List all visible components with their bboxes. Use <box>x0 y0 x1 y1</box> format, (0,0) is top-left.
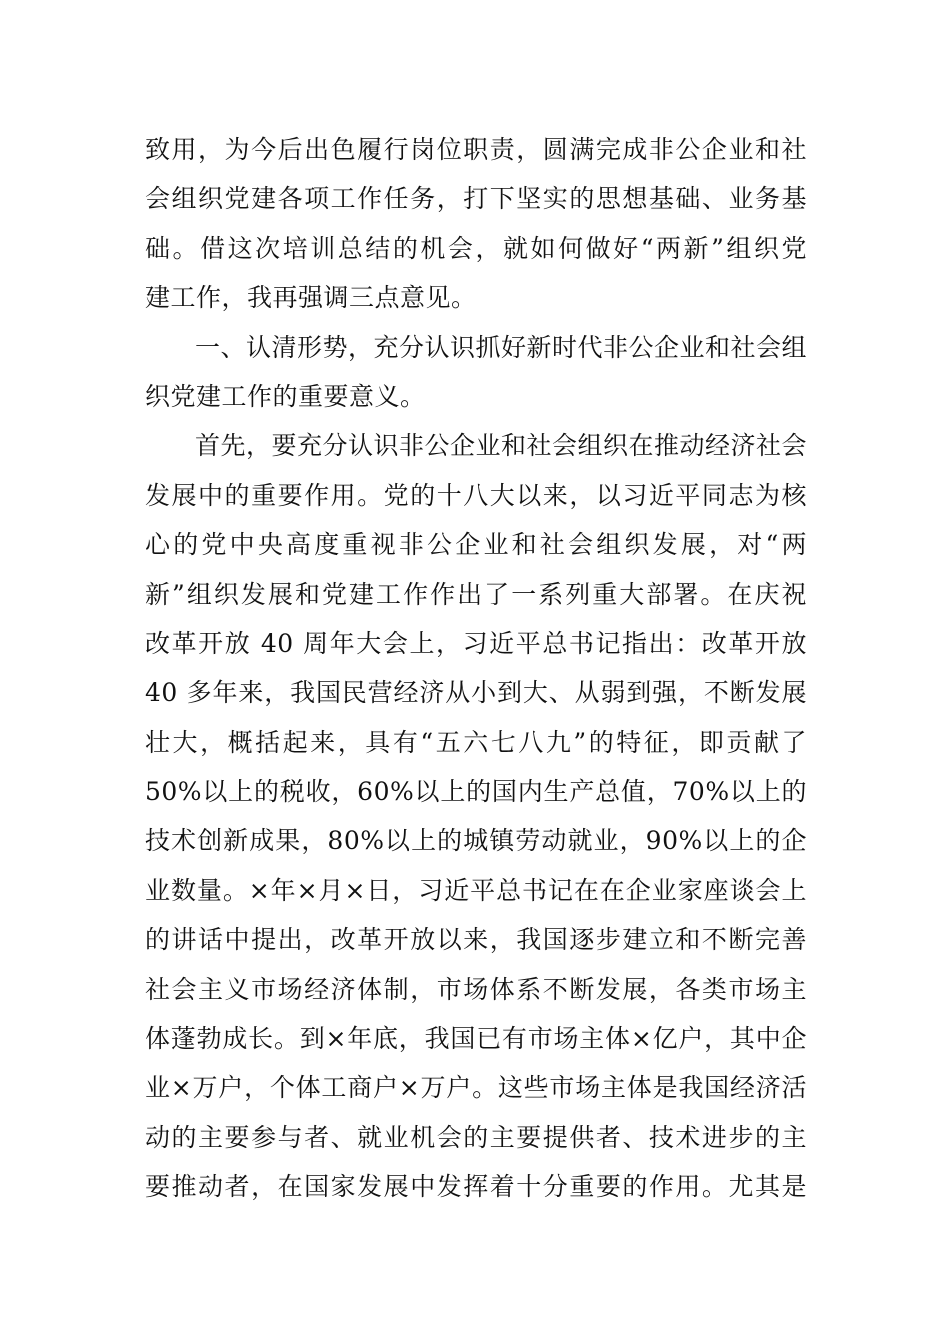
text-line: 社会主义市场经济体制，市场体系不断发展，各类市场主 <box>145 974 807 1004</box>
text-line: 发展中的重要作用。党的十八大以来，以习近平同志为核 <box>145 480 807 510</box>
text-line: 新”组织发展和党建工作作出了一系列重大部署。在庆祝 <box>145 579 807 609</box>
text-line: 业数量。×年×月×日，习近平总书记在在企业家座谈会上 <box>145 875 807 905</box>
text-line: 50%以上的税收，60%以上的国内生产总值，70%以上的 <box>145 777 807 807</box>
text-line: 会组织党建各项工作任务，打下坚实的思想基础、业务基 <box>145 184 807 214</box>
text-line: 一、认清形势，充分认识抓好新时代非公企业和社会组 <box>195 332 808 362</box>
text-line: 体蓬勃成长。到×年底，我国已有市场主体×亿户，其中企 <box>145 1024 807 1054</box>
text-line: 动的主要参与者、就业机会的主要提供者、技术进步的主 <box>145 1122 807 1152</box>
text-line: 要推动者，在国家发展中发挥着十分重要的作用。尤其是 <box>145 1172 807 1202</box>
paragraph <box>145 421 807 1211</box>
text-line: 础。借这次培训总结的机会，就如何做好“两新”组织党 <box>145 233 807 263</box>
text-line: 首先，要充分认识非公企业和社会组织在推动经济社会 <box>195 431 808 461</box>
text-line: 织党建工作的重要意义。 <box>145 381 426 411</box>
paragraph <box>145 125 807 323</box>
text-line: 的讲话中提出，改革开放以来，我国逐步建立和不断完善 <box>145 925 807 955</box>
paragraph <box>145 323 807 422</box>
text-line: 业×万户，个体工商户×万户。这些市场主体是我国经济活 <box>145 1073 807 1103</box>
text-line: 建工作，我再强调三点意见。 <box>145 283 477 313</box>
text-line: 40 多年来，我国民营经济从小到大、从弱到强，不断发展 <box>145 678 807 708</box>
text-line: 致用，为今后出色履行岗位职责，圆满完成非公企业和社 <box>145 135 807 164</box>
text-line: 技术创新成果，80%以上的城镇劳动就业，90%以上的企 <box>145 826 807 856</box>
text-line: 壮大，概括起来，具有“五六七八九”的特征，即贡献了 <box>145 727 807 757</box>
text-line: 心的党中央高度重视非公企业和社会组织发展，对“两 <box>145 530 807 560</box>
text-line: 改革开放 40 周年大会上，习近平总书记指出：改革开放 <box>145 628 807 658</box>
document-body <box>145 125 807 1212</box>
